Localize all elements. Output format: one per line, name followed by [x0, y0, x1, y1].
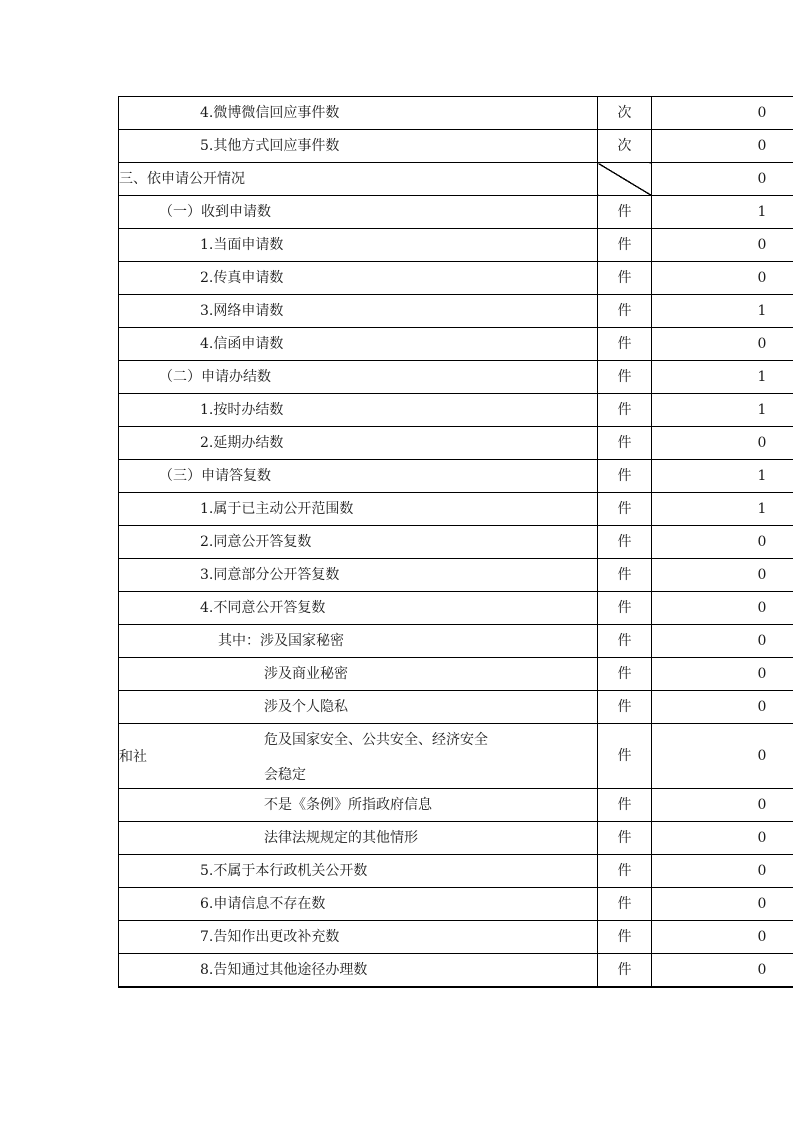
diagonal-slash-cell: [598, 163, 652, 196]
value-cell: 1: [652, 394, 793, 427]
item-label: 1.当面申请数: [119, 229, 598, 262]
unit-cell: 件: [598, 229, 652, 262]
unit-cell: 件: [598, 526, 652, 559]
value-cell: 0: [652, 328, 793, 361]
item-label: 4.不同意公开答复数: [119, 592, 598, 625]
item-label: 2.同意公开答复数: [119, 526, 598, 559]
table-row: [119, 229, 793, 262]
unit-cell: 件: [598, 954, 652, 988]
unit-cell: 件: [598, 625, 652, 658]
unit-cell: 件: [598, 592, 652, 625]
item-label: 不是《条例》所指政府信息: [119, 789, 598, 822]
item-label: 4.微博微信回应事件数: [119, 97, 598, 130]
unit-cell: 件: [598, 789, 652, 822]
table-row: [119, 822, 793, 855]
unit-cell: 件: [598, 295, 652, 328]
unit-cell: 件: [598, 328, 652, 361]
unit-cell: 件: [598, 394, 652, 427]
unit-cell: 件: [598, 855, 652, 888]
value-cell: 0: [652, 888, 793, 921]
table-row: [119, 493, 793, 526]
item-label: 6.申请信息不存在数: [119, 888, 598, 921]
unit-cell: 次: [598, 130, 652, 163]
table-row: [119, 262, 793, 295]
table-row: [119, 460, 793, 493]
table-row: [119, 394, 793, 427]
table-row: [119, 724, 793, 789]
table-row: [119, 954, 793, 988]
value-cell: 0: [652, 691, 793, 724]
unit-cell: 件: [598, 196, 652, 229]
item-label: （二）申请办结数: [119, 361, 598, 394]
value-cell: 0: [652, 163, 793, 196]
table-row: [119, 691, 793, 724]
table-row: [119, 526, 793, 559]
item-label: 8.告知通过其他途径办理数: [119, 954, 598, 988]
value-cell: 0: [652, 954, 793, 988]
value-cell: 0: [652, 262, 793, 295]
item-label: 1.属于已主动公开范围数: [119, 493, 598, 526]
item-label: 7.告知作出更改补充数: [119, 921, 598, 954]
table-row: [119, 855, 793, 888]
value-cell: 0: [652, 526, 793, 559]
table-row: [119, 658, 793, 691]
table-row: [119, 921, 793, 954]
value-cell: 1: [652, 493, 793, 526]
unit-cell: 件: [598, 493, 652, 526]
table-row: [119, 427, 793, 460]
item-label: 涉及商业秘密: [119, 658, 598, 691]
table-row: [119, 625, 793, 658]
section-heading: 三、依申请公开情况: [119, 163, 598, 196]
statistics-table: [118, 96, 793, 988]
table-row: [119, 97, 793, 130]
unit-cell: 件: [598, 427, 652, 460]
item-label-wrapped: [119, 724, 598, 789]
unit-cell: 件: [598, 559, 652, 592]
item-label-line1: 危及国家安全、公共安全、经济安全: [264, 732, 488, 748]
item-label: 2.延期办结数: [119, 427, 598, 460]
item-label: 其中：涉及国家秘密: [119, 625, 598, 658]
value-cell: 0: [652, 789, 793, 822]
item-label: 5.不属于本行政机关公开数: [119, 855, 598, 888]
value-cell: 0: [652, 229, 793, 262]
table-row: [119, 196, 793, 229]
value-cell: 1: [652, 196, 793, 229]
item-label-overflow: 和社: [119, 749, 147, 765]
unit-cell: 件: [598, 460, 652, 493]
unit-cell: 次: [598, 97, 652, 130]
unit-cell: 件: [598, 262, 652, 295]
item-label-line2: 会稳定: [264, 767, 306, 783]
table-row: [119, 163, 793, 196]
item-label: 3.同意部分公开答复数: [119, 559, 598, 592]
item-label: 3.网络申请数: [119, 295, 598, 328]
value-cell: 0: [652, 822, 793, 855]
value-cell: 1: [652, 295, 793, 328]
value-cell: 0: [652, 427, 793, 460]
value-cell: 0: [652, 97, 793, 130]
value-cell: 0: [652, 559, 793, 592]
unit-cell: 件: [598, 921, 652, 954]
unit-cell: 件: [598, 361, 652, 394]
table-row: [119, 789, 793, 822]
item-label: 法律法规规定的其他情形: [119, 822, 598, 855]
unit-cell: 件: [598, 822, 652, 855]
value-cell: 0: [652, 625, 793, 658]
table-row: [119, 295, 793, 328]
value-cell: 0: [652, 921, 793, 954]
value-cell: 0: [652, 724, 793, 789]
table-row: [119, 361, 793, 394]
value-cell: 0: [652, 855, 793, 888]
unit-cell: 件: [598, 658, 652, 691]
item-label: 1.按时办结数: [119, 394, 598, 427]
value-cell: 1: [652, 460, 793, 493]
table-row: [119, 592, 793, 625]
item-label: 5.其他方式回应事件数: [119, 130, 598, 163]
table-row: [119, 130, 793, 163]
unit-cell: 件: [598, 724, 652, 789]
unit-cell: 件: [598, 691, 652, 724]
value-cell: 1: [652, 361, 793, 394]
unit-cell: 件: [598, 888, 652, 921]
value-cell: 0: [652, 130, 793, 163]
item-label: 4.信函申请数: [119, 328, 598, 361]
item-label: （三）申请答复数: [119, 460, 598, 493]
item-label: 2.传真申请数: [119, 262, 598, 295]
item-label: （一）收到申请数: [119, 196, 598, 229]
table-row: [119, 559, 793, 592]
value-cell: 0: [652, 658, 793, 691]
table-row: [119, 888, 793, 921]
item-label: 涉及个人隐私: [119, 691, 598, 724]
value-cell: 0: [652, 592, 793, 625]
table-row: [119, 328, 793, 361]
